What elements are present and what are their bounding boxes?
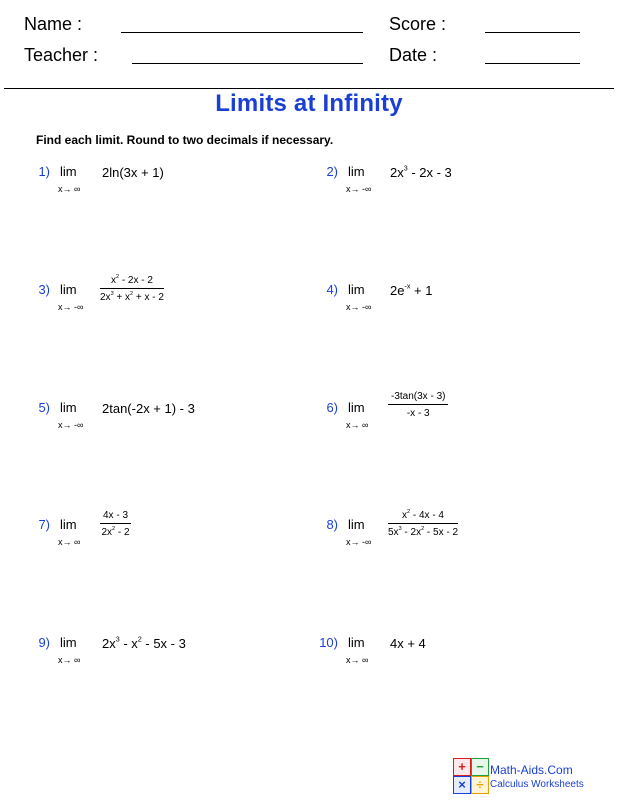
score-field[interactable]: [485, 32, 580, 33]
problem-number: 9): [38, 635, 50, 650]
lim-label: lim: [60, 400, 77, 415]
divide-icon: ÷: [471, 776, 489, 794]
limit-approach: x→ ∞: [58, 655, 81, 665]
minus-icon: −: [471, 758, 489, 776]
denominator: -x - 3: [406, 408, 430, 419]
denominator: $5x^3 - 2x^2 - 5x - 2$: [388, 526, 459, 538]
header-divider: [4, 88, 614, 89]
lim-label: lim: [60, 635, 77, 650]
denominator: $2x^3 + x^2 + x - 2$: [100, 291, 164, 303]
lim-label: lim: [348, 400, 365, 415]
brand-name[interactable]: Math-Aids.Com: [490, 763, 573, 777]
lim-label: lim: [348, 517, 365, 532]
limit-expression: 2tan(-2x + 1) - 3: [102, 401, 195, 416]
problem-number: 5): [38, 400, 50, 415]
problem-2: [312, 164, 612, 224]
instructions: Find each limit. Round to two decimals if necessary.: [36, 133, 334, 147]
limit-expression: 2ln(3x + 1): [102, 165, 164, 180]
limit-approach: x→ -∞: [346, 302, 372, 312]
page-title: Limits at Infinity: [215, 90, 403, 117]
limit-expression: 4x + 4: [390, 636, 426, 651]
times-icon: ×: [453, 776, 471, 794]
math-aids-logo-icon: [453, 758, 487, 792]
fraction: [388, 391, 448, 419]
score-label: Score :: [389, 14, 447, 34]
plus-icon: +: [453, 758, 471, 776]
brand-tagline: Calculus Worksheets: [490, 779, 584, 790]
limit-expression: $2e^{-x} + 1$: [390, 282, 433, 298]
limit-approach: x→ ∞: [58, 537, 81, 547]
problem-number: 10): [319, 635, 338, 650]
numerator: $x^2 - 4x - 4$: [388, 510, 458, 524]
limit-approach: x→ -∞: [346, 537, 372, 547]
limit-approach: x→ -∞: [58, 302, 84, 312]
teacher-field[interactable]: [132, 63, 363, 64]
problem-3: [24, 274, 324, 342]
problem-8: [312, 509, 612, 577]
problem-9: [24, 635, 324, 695]
problem-6: [312, 391, 612, 460]
problem-7: [24, 510, 324, 577]
limit-expression: $2x^3 - x^2 - 5x - 3$: [102, 635, 186, 651]
name-field[interactable]: [121, 32, 363, 33]
problem-number: 1): [38, 164, 50, 179]
problem-10: [312, 635, 612, 695]
problem-5: [24, 400, 324, 460]
date-field[interactable]: [485, 63, 580, 64]
name-label: Name :: [24, 14, 83, 34]
lim-label: lim: [348, 164, 365, 179]
lim-label: lim: [348, 282, 365, 297]
fraction: [100, 510, 131, 538]
numerator: 4x - 3: [100, 510, 131, 524]
fraction: [388, 510, 458, 538]
limit-approach: x→ -∞: [58, 420, 84, 430]
teacher-label: Teacher :: [24, 45, 99, 65]
limit-approach: x→ ∞: [58, 184, 81, 194]
limit-approach: x→ -∞: [346, 184, 372, 194]
limit-expression: $2x^3 - 2x - 3$: [390, 164, 452, 180]
denominator: $2x^2 - 2$: [101, 526, 130, 538]
problem-number: 3): [38, 282, 50, 297]
limit-approach: x→ ∞: [346, 655, 369, 665]
date-label: Date :: [389, 45, 438, 65]
lim-label: lim: [60, 517, 77, 532]
problem-number: 7): [38, 517, 50, 532]
problem-number: 6): [326, 400, 338, 415]
fraction: [100, 275, 164, 303]
problem-number: 8): [326, 517, 338, 532]
lim-label: lim: [60, 282, 77, 297]
lim-label: lim: [60, 164, 77, 179]
limit-approach: x→ ∞: [346, 420, 369, 430]
numerator: -3tan(3x - 3): [388, 391, 448, 405]
numerator: $x^2 - 2x - 2$: [100, 275, 164, 289]
problem-1: [24, 164, 324, 224]
problem-number: 2): [326, 164, 338, 179]
problem-number: 4): [326, 282, 338, 297]
lim-label: lim: [348, 635, 365, 650]
problem-4: [312, 282, 612, 342]
